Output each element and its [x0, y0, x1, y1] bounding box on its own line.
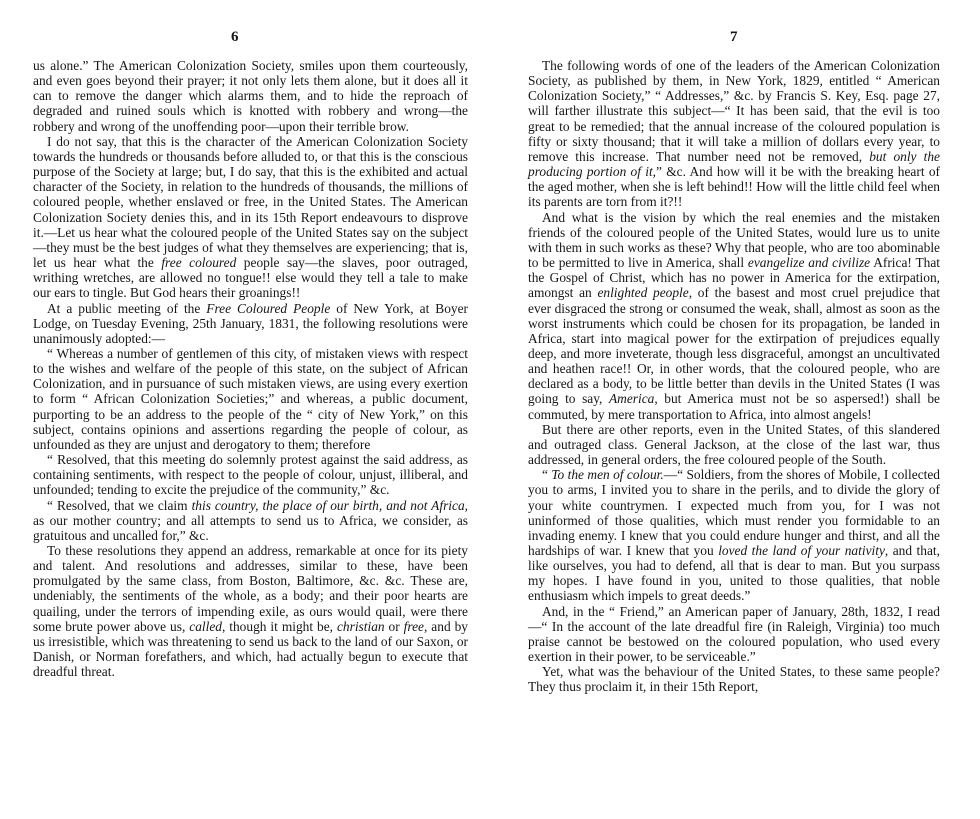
text-run: , but America must not be so aspersed!) shall be commuted, by mere transportation to Africa, into almost angels!: [528, 391, 941, 422]
paragraph: [33, 543, 468, 679]
italic-text: free coloured: [161, 255, 237, 271]
paragraph: [528, 604, 940, 665]
text-run: of New York, at Boyer Lodge, on Tuesday Evening, 25th January, 1831, the following resolutions were unanimously adopted:—: [33, 300, 468, 346]
text-run: people say—the slaves, poor outraged, writhing wretches, are allowed no tongue!! else would they tell a tale to make our ears to tingle. But God hears their groanings!!: [33, 255, 468, 301]
italic-text: America: [608, 391, 655, 407]
italic-text: To the men of colour.: [551, 467, 664, 483]
paragraph: [528, 210, 940, 422]
page-number: 7: [730, 29, 738, 45]
paragraph: [528, 422, 940, 467]
text-run: , though it might be,: [221, 618, 337, 634]
italic-text: Free Coloured People: [206, 300, 331, 316]
text-run: Yet, what was the behaviour of the United States, to these same people? They thus proclaim it, in their 15th Report,: [528, 664, 940, 695]
paragraph: [528, 58, 940, 210]
text-run: The following words of one of the leaders of the American Colonization Society, as published by them, in New York, 1829, entitled “ American Colonization Society,” “ Addresses,” &c. by Francis S. Key, Esq. page 27, will farther illustrate this subject—“ It has been said, that the evil is too great to be remedied; that the annual increase of the coloured population is fifty or sixty thousand; that it will take a million of dollars every year, to remove this increase. That number need not be removed,: [528, 58, 940, 164]
right-page: [490, 0, 980, 819]
italic-text: but only the producing portion of it,: [528, 148, 940, 180]
text-run: And, in the “ Friend,” an American paper of January, 28th, 1832, I read—“ In the account of the late dreadful fire (in Raleigh, Virginia) too much praise cannot be bestowed on the coloured population, who used every exertion in their power, to be serviceable.”: [528, 603, 940, 665]
italic-text: free: [403, 618, 424, 634]
paragraph: [528, 467, 940, 603]
text-run: I do not say, that this is the character of the American Colonization Society towards the hundreds or thousands before alluded to, or that this is the conscious purpose of the Society at large; but, I do say, that this is the exhibited and actual character of the Society, in relation to the hundreds of thousands, the millions of coloured people, whether enslaved or free, in the United States. The American Colonization Society denies this, and in its 15th Report endeavours to disprove it.—Let us hear what the coloured people of the United States say on the subject—they must be the best judges of what they themselves are experiencing; that is, let us hear what the: [33, 133, 468, 271]
left-page-text: [33, 58, 468, 679]
paragraph: [33, 58, 468, 134]
italic-text: christian: [336, 618, 385, 634]
italic-text: this country, the place of our birth, and not Africa,: [191, 497, 468, 513]
right-page-text: [528, 58, 940, 695]
page-number: 6: [231, 29, 239, 45]
text-run: And what is the vision by which the real enemies and the mistaken friends of the coloured people of the United States, would lure us to unite with them in such works as these? Why that people, who are too abominable to be permitted to live in America, shall: [528, 209, 940, 271]
text-run: , and that, like ourselves, you had to defend, all that is dear to man. But you surpass my hopes. I have found in you, united to those qualities, that noble enthusiasm which impels to great deeds.”: [528, 543, 940, 604]
text-run: us alone.” The American Colonization Society, smiles upon them courteously, and even goes beyond their prayer; it not only lets them alone, but it does all it can to remove the danger which alarms them, and to hide the reproach of degraded and ruined souls which is knotted with robbery and wrong—the robbery and wrong of the unoffending poor—upon their terrible brow.: [33, 58, 468, 134]
paragraph: [33, 452, 468, 497]
text-run: To these resolutions they append an address, remarkable at once for its piety and talent. And resolutions and addresses, similar to these, have been promulgated by the same class, from Boston, Baltimore, &c. &c. These are, undeniably, the sentiments of the whole, as a body; and their poor hearts are quailing, under the terrors of impending exile, as ours would quail, were there some brute power above us,: [33, 543, 468, 634]
text-run: or: [384, 618, 404, 634]
text-run: “ Resolved, that this meeting do solemnly protest against the said address, as containing sentiments, with respect to the people of colour, unjust, illiberal, and unfounded; tending to excite the prejudice of the community,” &c.: [33, 452, 468, 498]
text-run: But there are other reports, even in the United States, of this slandered and outraged class. General Jackson, at the close of the last war, thus addressed, in general orders, the free coloured people of the South.: [528, 421, 940, 468]
italic-text: evangelize and civilize: [747, 255, 871, 271]
text-run: “: [542, 467, 552, 483]
paragraph: [33, 346, 468, 452]
paragraph: [528, 664, 940, 694]
italic-text: loved the land of your nativity: [718, 543, 885, 558]
text-run: ” &c. And how will it be with the breaking heart of the aged mother, when she is left behind!! How will the little child feel when its parents are torn from it?!!: [528, 164, 940, 210]
text-run: “ Whereas a number of gentlemen of this city, of mistaken views with respect to the wishes and welfare of the people of this state, on the subject of African Colonization, and in pursuance of such mistaken views, are using every exertion to form “ African Colonization Societies;” and whereas, a public document, purporting to be an address to the people of the “ city of New York,” on this subject, contains opinions and assertions regarding the people of colour, as unfounded as they are unjust and derogatory to them; therefore: [33, 345, 468, 452]
paragraph: [33, 498, 468, 543]
paragraph: [33, 301, 468, 346]
text-run: , of the basest and most cruel prejudice that ever disgraced the strong or consumed the weak, shall, almost as soon as the worst instruments which could be chosen for its propagation, be landed in Africa, start into magical power for the extirpation of prejudices equally deep, and more inveterate, though less disgraceful, amongst an uncultivated and heathen race!! Or, in other words, that the coloured people, who are declared as a body, to be little better than devils in the United States (I was going to say,: [528, 285, 940, 407]
text-run: , and by us irresistible, which was threatening to send us back to the land of our Saxon, or Danish, or Norman forefathers, and which, had actually begun to execute that dreadful threat.: [33, 618, 468, 680]
italic-text: called: [189, 618, 222, 634]
text-run: —“ Soldiers, from the shores of Mobile, I collected you to arms, I invited you to share in the perils, and to divide the glory of your white countrymen. I expected much from you, for I was not uninformed of those qualities, which must render you formidable to an invading enemy. I knew that you could endure hunger and thirst, and all the hardships of war. I knew that you: [528, 467, 940, 558]
text-run: Africa! That the Gospel of Christ, which has no power in America for the extirpation, amongst an: [528, 255, 940, 301]
italic-text: enlighted people: [597, 285, 689, 301]
text-run: “ Resolved, that we claim: [47, 497, 192, 513]
paragraph: [33, 134, 468, 301]
text-run: as our mother country; and all attempts to send us to Africa, we consider, as gratuitous and uncalled for,” &c.: [33, 512, 468, 543]
text-run: At a public meeting of the: [47, 300, 207, 316]
